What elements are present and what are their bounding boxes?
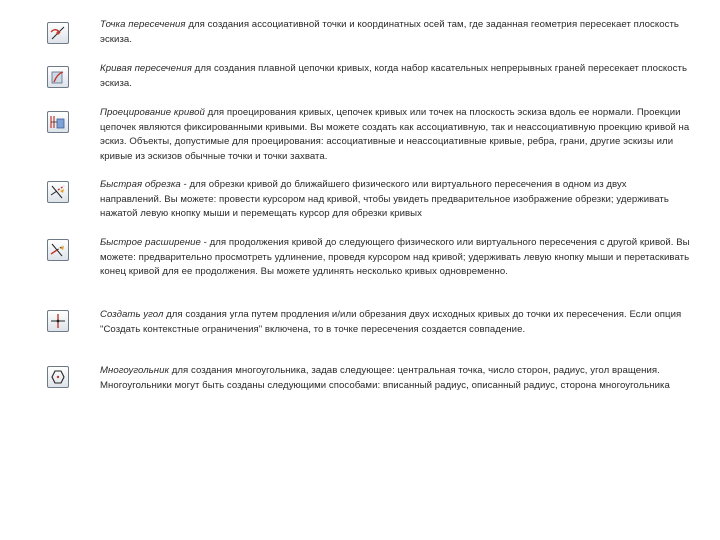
- project-curve-icon[interactable]: [47, 111, 69, 133]
- entry-text: [100, 236, 690, 280]
- entry-description: для создания плавной цепочки кривых, когда набор касательных непрерывных граней пересекает плоскость эскиза.: [100, 63, 687, 89]
- entry-description: для создания многоугольника, задав следующее: центральная точка, число сторон, радиус, угол вращения. Многоугольники могут быть созданы следующими способами: вписанный радиус, описанный радиус, сторона многоугольника: [100, 365, 670, 391]
- entry-text: [100, 62, 690, 91]
- entry-term: Кривая пересечения: [100, 63, 192, 74]
- entry-text: [100, 178, 690, 222]
- entry-description: - для обрезки кривой до ближайшего физического или виртуального пересечения в одном из двух направлений. Вы можете: провести курсором над кривой, чтобы увидеть предварительное изображение обрезки; удерживать нажатой левую кнопку мыши и перемещать курсор для обрезки кривых: [100, 179, 669, 220]
- entry-text: [100, 308, 690, 337]
- entry-description: для проецирования кривых, цепочек кривых или точек на плоскость эскиза вдоль ее нормали. Проекции цепочек являются фиксированными кривыми. Вы можете создать как ассоциативную, так и неассоциативную проекцию кривой на эскиз. Объекты, допустимые для проецирования: ассоциативные и неассоциативные кривые, ребра, грани, другие эскизы или кривые из эскизов обычные точки и точки захвата.: [100, 107, 690, 162]
- entry-term: Создать угол: [100, 309, 164, 320]
- entry-text: [100, 364, 690, 393]
- entry-description: - для продолжения кривой до следующего физического или виртуального пересечения с другой кривой. Вы можете: предварительно просмотреть удлинение, проведя курсором над кривой; удерживать левую кнопку мыши и перетаскивать конец кривой для ее продолжения. Вы можете удлинять несколько кривых одновременно.: [100, 237, 690, 278]
- entry-term: Проецирование кривой: [100, 107, 205, 118]
- entry-text: [100, 106, 690, 164]
- entry-description: для создания угла путем продления и/или обрезания двух исходных кривых до точки их пересечения. Если опция "Создать контекстные ограничения" включена, то в точке пересечения создается совпадение.: [100, 309, 682, 335]
- entry-term: Быстрая обрезка: [100, 179, 181, 190]
- entry-term: Быстрое расширение: [100, 237, 201, 248]
- intersection-curve-icon[interactable]: [47, 66, 69, 88]
- make-corner-icon[interactable]: [47, 310, 69, 332]
- entry-term: Многоугольник: [100, 365, 170, 376]
- entry-description: для создания ассоциативной точки и координатных осей там, где заданная геометрия пересекает плоскость эскиза.: [100, 19, 679, 45]
- quick-extend-icon[interactable]: [47, 239, 69, 261]
- intersection-point-icon[interactable]: [47, 22, 69, 44]
- entry-term: Точка пересечения: [100, 19, 186, 30]
- polygon-icon[interactable]: [47, 366, 69, 388]
- entry-text: [100, 18, 690, 47]
- quick-trim-icon[interactable]: [47, 181, 69, 203]
